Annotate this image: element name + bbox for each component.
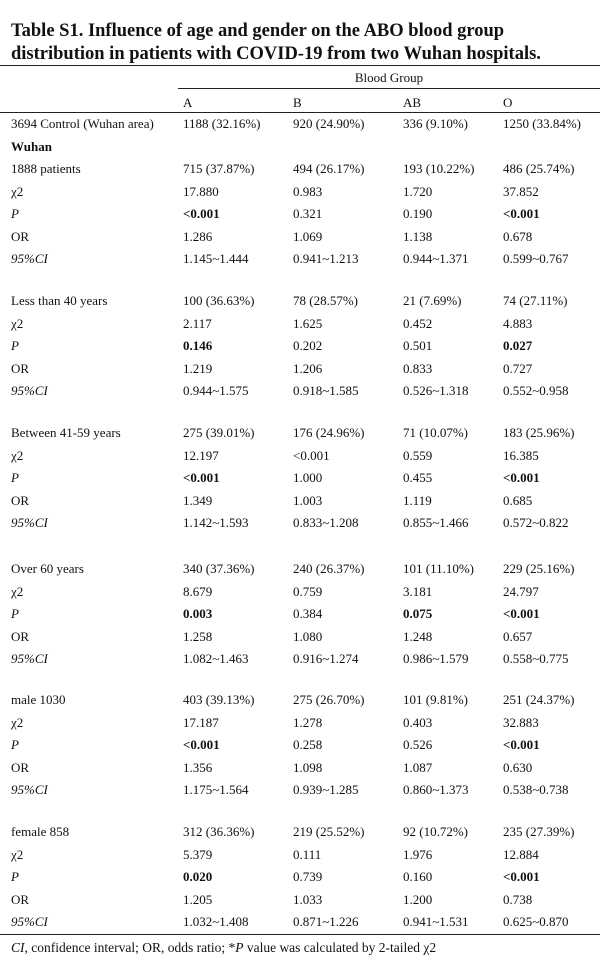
row-label: P [11, 606, 19, 622]
cell-a: 1.142~1.593 [183, 515, 249, 531]
cell-b: 0.918~1.585 [293, 383, 359, 399]
cell-b: 0.916~1.274 [293, 651, 359, 667]
cell-o: 12.884 [503, 846, 539, 862]
cell-b: 0.384 [293, 606, 323, 622]
row-label: 95%CI [11, 515, 48, 531]
row-label: P [11, 206, 19, 222]
cell-o: 251 (24.37%) [503, 692, 575, 707]
cell-b: 1.000 [293, 470, 323, 486]
cell-a: 1.258 [183, 628, 213, 644]
cell-ab: 1.720 [403, 183, 433, 199]
cell-a: 0.944~1.575 [183, 383, 249, 399]
row-label: P [11, 737, 19, 753]
cell-o: 0.558~0.775 [503, 651, 569, 667]
cell-b: 1.278 [293, 714, 323, 730]
cell-ab: 0.855~1.466 [403, 515, 469, 531]
cell-a: 0.020 [183, 869, 213, 885]
cell-ab: 0.860~1.373 [403, 782, 469, 798]
cell-ab: 0.941~1.531 [403, 914, 469, 930]
footnote-ci-text: , confidence interval; OR, odds ratio; * [24, 940, 236, 955]
cell-o: 0.538~0.738 [503, 782, 569, 798]
cell-o: 0.727 [503, 360, 533, 376]
cell-o: 0.552~0.958 [503, 383, 569, 399]
cell-a: 1.286 [183, 228, 213, 244]
cell-a: 17.880 [183, 183, 219, 199]
row-label: χ2 [11, 846, 24, 862]
row-label: 95%CI [11, 782, 48, 798]
cell-o: 0.738 [503, 891, 533, 907]
cell-b: 240 (26.37%) [293, 561, 365, 576]
cell-ab: 101 (9.81%) [403, 692, 468, 707]
column-header-rule [0, 112, 600, 113]
cell-b: 0.759 [293, 583, 323, 599]
cell-ab: 0.075 [403, 606, 433, 622]
row-label: P [11, 869, 19, 885]
row-label: OR [11, 492, 30, 508]
row-label: female 858 [11, 824, 70, 839]
row-label: χ2 [11, 583, 24, 599]
footnote-ci-abbr: CI [11, 940, 25, 955]
cell-o: 0.630 [503, 759, 533, 775]
cell-o: 235 (27.39%) [503, 824, 575, 839]
cell-a: 1.349 [183, 492, 213, 508]
cell-b: 0.258 [293, 737, 323, 753]
row-label: OR [11, 228, 30, 244]
cell-b: 0.739 [293, 869, 323, 885]
cell-a: <0.001 [183, 470, 220, 486]
cell-b: 0.202 [293, 338, 323, 354]
cell-ab: 0.501 [403, 338, 433, 354]
cell-b: 920 (24.90%) [293, 116, 365, 131]
row-label: OR [11, 891, 30, 907]
row-label: 1888 patients [11, 161, 81, 176]
cell-o: <0.001 [503, 869, 540, 885]
cell-o: 32.883 [503, 714, 539, 730]
cell-o: 0.027 [503, 338, 533, 354]
row-label: P [11, 470, 19, 486]
cell-ab: 0.455 [403, 470, 433, 486]
row-label: male 1030 [11, 692, 66, 707]
cell-o: <0.001 [503, 606, 540, 622]
cell-o: 0.572~0.822 [503, 515, 569, 531]
cell-a: 8.679 [183, 583, 213, 599]
cell-ab: 21 (7.69%) [403, 293, 462, 308]
column-header-a: A [183, 95, 193, 110]
cell-a: 1.356 [183, 759, 213, 775]
cell-o: 229 (25.16%) [503, 561, 575, 576]
cell-a: 403 (39.13%) [183, 692, 255, 707]
cell-o: 1250 (33.84%) [503, 116, 581, 131]
cell-b: 0.941~1.213 [293, 251, 359, 267]
cell-ab: 71 (10.07%) [403, 425, 468, 440]
cell-o: 4.883 [503, 315, 533, 331]
blood-group-header: Blood Group [354, 70, 424, 85]
cell-ab: 1.087 [403, 759, 433, 775]
cell-b: 1.080 [293, 628, 323, 644]
cell-a: 1.145~1.444 [183, 251, 249, 267]
cell-ab: 336 (9.10%) [403, 116, 468, 131]
row-label: OR [11, 759, 30, 775]
cell-b: 219 (25.52%) [293, 824, 365, 839]
row-label: Less than 40 years [11, 293, 108, 308]
column-header-b: B [293, 95, 302, 110]
cell-b: 494 (26.17%) [293, 161, 365, 176]
cell-ab: 0.833 [403, 360, 433, 376]
cell-b: 1.033 [293, 891, 323, 907]
row-label: OR [11, 628, 30, 644]
cell-b: 275 (26.70%) [293, 692, 365, 707]
cell-b: 0.321 [293, 206, 323, 222]
cell-ab: 0.559 [403, 447, 433, 463]
cell-b: 1.003 [293, 492, 323, 508]
footnote-p-abbr: P [235, 940, 244, 955]
cell-o: <0.001 [503, 206, 540, 222]
row-label: χ2 [11, 447, 24, 463]
column-header-o: O [503, 95, 513, 110]
cell-o: 0.657 [503, 628, 533, 644]
cell-b: 176 (24.96%) [293, 425, 365, 440]
row-label: OR [11, 360, 30, 376]
cell-o: 24.797 [503, 583, 539, 599]
cell-b: 78 (28.57%) [293, 293, 358, 308]
cell-o: 0.678 [503, 228, 533, 244]
cell-ab: 0.403 [403, 714, 433, 730]
cell-a: <0.001 [183, 206, 220, 222]
cell-ab: 1.138 [403, 228, 433, 244]
cell-o: 183 (25.96%) [503, 425, 575, 440]
cell-a: 5.379 [183, 846, 213, 862]
row-label: Between 41-59 years [11, 425, 121, 440]
cell-a: 312 (36.36%) [183, 824, 255, 839]
row-label: 95%CI [11, 651, 48, 667]
cell-o: 0.599~0.767 [503, 251, 569, 267]
cell-b: 1.625 [293, 315, 323, 331]
cell-a: 1.032~1.408 [183, 914, 249, 930]
cell-b: <0.001 [293, 447, 330, 463]
cell-ab: 0.160 [403, 869, 433, 885]
cell-ab: 0.986~1.579 [403, 651, 469, 667]
table-top-rule [0, 65, 600, 66]
cell-b: 0.983 [293, 183, 323, 199]
cell-a: 1188 (32.16%) [183, 116, 261, 131]
cell-ab: 0.526~1.318 [403, 383, 469, 399]
cell-b: 0.833~1.208 [293, 515, 359, 531]
cell-b: 1.206 [293, 360, 323, 376]
cell-ab: 0.190 [403, 206, 433, 222]
cell-ab: 0.526 [403, 737, 433, 753]
cell-b: 0.871~1.226 [293, 914, 359, 930]
cell-a: 2.117 [183, 315, 212, 331]
row-label: Wuhan [11, 139, 52, 154]
cell-ab: 193 (10.22%) [403, 161, 475, 176]
row-label: P [11, 338, 19, 354]
cell-ab: 1.119 [403, 492, 432, 508]
cell-ab: 92 (10.72%) [403, 824, 468, 839]
cell-a: 1.205 [183, 891, 213, 907]
column-header-ab: AB [403, 95, 422, 110]
table-title: Table S1. Influence of age and gender on the ABO blood group distribution in patients with COVID-19 from two Wuhan hospitals. [11, 21, 541, 64]
cell-o: 74 (27.11%) [503, 293, 568, 308]
cell-b: 1.069 [293, 228, 323, 244]
table-footnote [11, 940, 436, 956]
row-label: 3694 Control (Wuhan area) [11, 116, 154, 131]
cell-a: 275 (39.01%) [183, 425, 255, 440]
row-label: χ2 [11, 183, 24, 199]
row-label: χ2 [11, 315, 24, 331]
cell-o: 16.385 [503, 447, 539, 463]
cell-a: 1.082~1.463 [183, 651, 249, 667]
cell-ab: 3.181 [403, 583, 433, 599]
cell-ab: 1.200 [403, 891, 433, 907]
cell-ab: 0.452 [403, 315, 433, 331]
cell-o: 37.852 [503, 183, 539, 199]
row-label: Over 60 years [11, 561, 84, 576]
cell-o: <0.001 [503, 737, 540, 753]
cell-ab: 0.944~1.371 [403, 251, 469, 267]
cell-o: 0.625~0.870 [503, 914, 569, 930]
cell-a: <0.001 [183, 737, 220, 753]
row-label: 95%CI [11, 383, 48, 399]
cell-a: 1.219 [183, 360, 213, 376]
cell-a: 1.175~1.564 [183, 782, 249, 798]
cell-ab: 101 (11.10%) [403, 561, 475, 576]
cell-b: 0.111 [293, 846, 322, 862]
cell-ab: 1.976 [403, 846, 433, 862]
row-label: 95%CI [11, 251, 48, 267]
row-label: 95%CI [11, 914, 48, 930]
cell-a: 12.197 [183, 447, 219, 463]
cell-o: 486 (25.74%) [503, 161, 575, 176]
cell-a: 0.146 [183, 338, 213, 354]
cell-a: 17.187 [183, 714, 219, 730]
cell-b: 0.939~1.285 [293, 782, 359, 798]
table-bottom-rule [0, 934, 600, 935]
cell-a: 100 (36.63%) [183, 293, 255, 308]
footnote-p-text: value was calculated by 2-tailed χ2 [243, 940, 437, 955]
cell-a: 340 (37.36%) [183, 561, 255, 576]
group-header-rule [178, 88, 600, 89]
cell-a: 715 (37.87%) [183, 161, 255, 176]
cell-ab: 1.248 [403, 628, 433, 644]
cell-a: 0.003 [183, 606, 213, 622]
cell-o: 0.685 [503, 492, 533, 508]
cell-o: <0.001 [503, 470, 540, 486]
row-label: χ2 [11, 714, 24, 730]
cell-b: 1.098 [293, 759, 323, 775]
